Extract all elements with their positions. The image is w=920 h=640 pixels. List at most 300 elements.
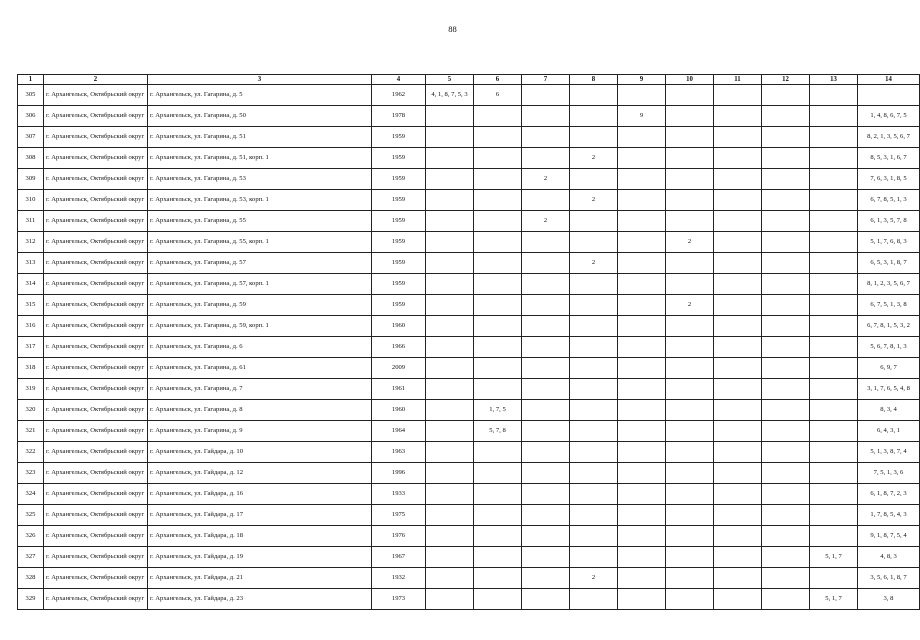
table-cell-col12: [762, 148, 810, 169]
table-cell-col8: [570, 547, 618, 568]
table-cell-col8: [570, 295, 618, 316]
table-cell-col4: 1959: [372, 232, 426, 253]
table-cell-col10: [666, 169, 714, 190]
table-cell-col2: г. Архангельск, Октябрьский округ: [44, 421, 148, 442]
table-cell-col1: 307: [18, 127, 44, 148]
table-cell-col14: 8, 5, 3, 1, 6, 7: [858, 148, 920, 169]
table-cell-col13: [810, 211, 858, 232]
table-cell-col14: 5, 1, 3, 8, 7, 4: [858, 442, 920, 463]
table-cell-col13: [810, 358, 858, 379]
table-cell-col3: г. Архангельск, ул. Гагарина, д. 51: [148, 127, 372, 148]
table-cell-col13: [810, 106, 858, 127]
table-cell-col14: 5, 1, 7, 6, 8, 3: [858, 232, 920, 253]
table-cell-col5: [426, 190, 474, 211]
table-cell-col12: [762, 589, 810, 610]
table-cell-col6: [474, 190, 522, 211]
table-cell-col14: 5, 6, 7, 8, 1, 3: [858, 337, 920, 358]
table-cell-col11: [714, 106, 762, 127]
table-cell-col5: [426, 106, 474, 127]
table-cell-col10: [666, 148, 714, 169]
table-cell-col7: [522, 106, 570, 127]
column-header-4: 4: [372, 75, 426, 85]
table-cell-col5: [426, 421, 474, 442]
table-cell-col8: [570, 337, 618, 358]
table-cell-col14: 1, 7, 8, 5, 4, 3: [858, 505, 920, 526]
table-cell-col9: [618, 190, 666, 211]
table-cell-col13: [810, 484, 858, 505]
table-cell-col12: [762, 169, 810, 190]
table-row: [18, 442, 920, 463]
column-header-13: 13: [810, 75, 858, 85]
table-cell-col13: [810, 463, 858, 484]
table-cell-col4: 1960: [372, 316, 426, 337]
table-cell-col3: г. Архангельск, ул. Гагарина, д. 9: [148, 421, 372, 442]
table-cell-col1: 316: [18, 316, 44, 337]
table-cell-col10: [666, 190, 714, 211]
table-cell-col8: [570, 463, 618, 484]
table-row: [18, 484, 920, 505]
table-cell-col9: [618, 127, 666, 148]
table-cell-col9: [618, 253, 666, 274]
table-cell-col8: [570, 421, 618, 442]
table-cell-col9: [618, 400, 666, 421]
table-cell-col3: г. Архангельск, ул. Гагарина, д. 57, корп. 1: [148, 274, 372, 295]
table-cell-col9: [618, 211, 666, 232]
table-row: [18, 127, 920, 148]
table-cell-col4: 1967: [372, 547, 426, 568]
table-cell-col12: [762, 253, 810, 274]
table-cell-col7: [522, 127, 570, 148]
table-row: [18, 337, 920, 358]
table-cell-col1: 312: [18, 232, 44, 253]
table-cell-col7: [522, 358, 570, 379]
table-cell-col11: [714, 547, 762, 568]
table-cell-col11: [714, 526, 762, 547]
table-cell-col4: 1963: [372, 442, 426, 463]
table-cell-col9: [618, 295, 666, 316]
table-cell-col5: [426, 358, 474, 379]
table-cell-col9: [618, 442, 666, 463]
table-cell-col11: [714, 295, 762, 316]
table-cell-col3: г. Архангельск, ул. Гагарина, д. 59, корп. 1: [148, 316, 372, 337]
table-cell-col10: [666, 547, 714, 568]
header-row: [18, 75, 920, 85]
table-cell-col5: [426, 232, 474, 253]
table-cell-col11: [714, 274, 762, 295]
table-cell-col10: [666, 421, 714, 442]
table-cell-col13: [810, 127, 858, 148]
table-cell-col2: г. Архангельск, Октябрьский округ: [44, 442, 148, 463]
table-cell-col8: [570, 316, 618, 337]
table-cell-col8: [570, 589, 618, 610]
table-row: [18, 295, 920, 316]
table-cell-col2: г. Архангельск, Октябрьский округ: [44, 274, 148, 295]
table-cell-col9: [618, 148, 666, 169]
table-cell-col2: г. Архангельск, Октябрьский округ: [44, 211, 148, 232]
table-cell-col12: [762, 442, 810, 463]
column-header-14: 14: [858, 75, 920, 85]
table-cell-col10: [666, 442, 714, 463]
table-cell-col14: 6, 7, 5, 1, 3, 8: [858, 295, 920, 316]
table-cell-col2: г. Архангельск, Октябрьский округ: [44, 127, 148, 148]
table-cell-col2: г. Архангельск, Октябрьский округ: [44, 589, 148, 610]
table-cell-col5: [426, 400, 474, 421]
table-cell-col14: 6, 4, 3, 1: [858, 421, 920, 442]
column-header-11: 11: [714, 75, 762, 85]
table-cell-col1: 321: [18, 421, 44, 442]
table-cell-col10: [666, 526, 714, 547]
table-cell-col13: [810, 169, 858, 190]
table-cell-col9: [618, 316, 666, 337]
table-cell-col5: [426, 337, 474, 358]
table-cell-col1: 311: [18, 211, 44, 232]
table-cell-col5: [426, 526, 474, 547]
table-cell-col1: 322: [18, 442, 44, 463]
table-cell-col2: г. Архангельск, Октябрьский округ: [44, 484, 148, 505]
table-cell-col6: 6: [474, 85, 522, 106]
table-row: [18, 400, 920, 421]
table-cell-col13: [810, 505, 858, 526]
table-cell-col13: [810, 337, 858, 358]
table-cell-col14: 8, 3, 4: [858, 400, 920, 421]
table-cell-col7: [522, 547, 570, 568]
table-cell-col7: [522, 190, 570, 211]
table-cell-col5: [426, 463, 474, 484]
table-cell-col6: [474, 169, 522, 190]
table-cell-col5: [426, 589, 474, 610]
table-cell-col1: 328: [18, 568, 44, 589]
table-cell-col10: [666, 568, 714, 589]
table-cell-col5: [426, 127, 474, 148]
column-header-8: 8: [570, 75, 618, 85]
table-cell-col10: [666, 505, 714, 526]
table-cell-col12: [762, 295, 810, 316]
table-cell-col11: [714, 505, 762, 526]
table-cell-col14: 7, 6, 3, 1, 8, 5: [858, 169, 920, 190]
table-cell-col13: 5, 1, 7: [810, 589, 858, 610]
table-cell-col5: [426, 169, 474, 190]
table-body: [18, 85, 920, 610]
table-cell-col12: [762, 211, 810, 232]
table-row: [18, 106, 920, 127]
table-cell-col2: г. Архангельск, Октябрьский округ: [44, 379, 148, 400]
table-cell-col2: г. Архангельск, Октябрьский округ: [44, 106, 148, 127]
table-cell-col3: г. Архангельск, ул. Гайдара, д. 12: [148, 463, 372, 484]
table-cell-col5: [426, 148, 474, 169]
table-cell-col9: 9: [618, 106, 666, 127]
table-cell-col8: [570, 169, 618, 190]
table-cell-col13: [810, 85, 858, 106]
column-header-9: 9: [618, 75, 666, 85]
table-row: [18, 274, 920, 295]
table-cell-col2: г. Архангельск, Октябрьский округ: [44, 337, 148, 358]
table-cell-col12: [762, 127, 810, 148]
table-cell-col8: [570, 526, 618, 547]
table-cell-col14: 7, 5, 1, 3, 6: [858, 463, 920, 484]
column-header-1: 1: [18, 75, 44, 85]
table-cell-col14: 8, 2, 1, 3, 5, 6, 7: [858, 127, 920, 148]
table-cell-col9: [618, 484, 666, 505]
table-cell-col4: 1959: [372, 253, 426, 274]
table-cell-col13: [810, 568, 858, 589]
table-cell-col11: [714, 421, 762, 442]
table-row: [18, 85, 920, 106]
table-row: [18, 463, 920, 484]
table-cell-col14: 3, 5, 6, 1, 8, 7: [858, 568, 920, 589]
table-cell-col1: 317: [18, 337, 44, 358]
table-cell-col2: г. Архангельск, Октябрьский округ: [44, 85, 148, 106]
column-header-10: 10: [666, 75, 714, 85]
table-cell-col9: [618, 379, 666, 400]
table-cell-col12: [762, 526, 810, 547]
table-cell-col11: [714, 85, 762, 106]
page-number: 88: [448, 24, 457, 34]
table-cell-col4: 2009: [372, 358, 426, 379]
table-cell-col11: [714, 400, 762, 421]
table-cell-col14: 6, 5, 3, 1, 8, 7: [858, 253, 920, 274]
table-cell-col1: 325: [18, 505, 44, 526]
table-cell-col9: [618, 589, 666, 610]
table-cell-col7: [522, 232, 570, 253]
table-cell-col2: г. Архангельск, Октябрьский округ: [44, 316, 148, 337]
table-cell-col4: 1978: [372, 106, 426, 127]
table-cell-col4: 1996: [372, 463, 426, 484]
table-cell-col1: 308: [18, 148, 44, 169]
table-cell-col2: г. Архангельск, Октябрьский округ: [44, 232, 148, 253]
table-cell-col6: [474, 274, 522, 295]
table-cell-col6: [474, 358, 522, 379]
table-row: [18, 526, 920, 547]
table-cell-col10: [666, 337, 714, 358]
table-cell-col3: г. Архангельск, ул. Гагарина, д. 59: [148, 295, 372, 316]
table-cell-col11: [714, 253, 762, 274]
table-cell-col11: [714, 190, 762, 211]
table-cell-col8: [570, 106, 618, 127]
table-cell-col9: [618, 85, 666, 106]
table-cell-col4: 1932: [372, 568, 426, 589]
table-cell-col7: [522, 274, 570, 295]
table-cell-col4: 1966: [372, 337, 426, 358]
table-cell-col2: г. Архангельск, Октябрьский округ: [44, 190, 148, 211]
table-cell-col1: 320: [18, 400, 44, 421]
table-row: [18, 169, 920, 190]
table-cell-col14: 8, 1, 2, 3, 5, 6, 7: [858, 274, 920, 295]
table-cell-col7: [522, 589, 570, 610]
table-cell-col14: 9, 1, 8, 7, 5, 4: [858, 526, 920, 547]
table-cell-col10: [666, 85, 714, 106]
table-cell-col3: г. Архангельск, ул. Гайдара, д. 19: [148, 547, 372, 568]
table-cell-col12: [762, 274, 810, 295]
table-cell-col6: 5, 7, 8: [474, 421, 522, 442]
table-cell-col10: [666, 211, 714, 232]
table-cell-col6: [474, 442, 522, 463]
table-cell-col6: [474, 484, 522, 505]
table-cell-col13: [810, 253, 858, 274]
table-cell-col3: г. Архангельск, ул. Гагарина, д. 61: [148, 358, 372, 379]
table-cell-col9: [618, 358, 666, 379]
table-cell-col6: [474, 232, 522, 253]
table-cell-col12: [762, 463, 810, 484]
table-cell-col13: [810, 274, 858, 295]
table-cell-col4: 1959: [372, 148, 426, 169]
table-cell-col10: [666, 463, 714, 484]
table-cell-col1: 313: [18, 253, 44, 274]
table-cell-col9: [618, 505, 666, 526]
table-cell-col11: [714, 316, 762, 337]
table-cell-col14: 6, 1, 8, 7, 2, 3: [858, 484, 920, 505]
table-cell-col1: 314: [18, 274, 44, 295]
table-cell-col10: [666, 358, 714, 379]
table-cell-col8: 2: [570, 190, 618, 211]
table-cell-col3: г. Архангельск, ул. Гагарина, д. 5: [148, 85, 372, 106]
table-cell-col1: 315: [18, 295, 44, 316]
table-cell-col8: [570, 379, 618, 400]
table-cell-col7: [522, 505, 570, 526]
table-cell-col11: [714, 127, 762, 148]
table-cell-col13: [810, 316, 858, 337]
table-cell-col9: [618, 526, 666, 547]
table-row: [18, 253, 920, 274]
table-cell-col2: г. Архангельск, Октябрьский округ: [44, 547, 148, 568]
table-cell-col6: [474, 547, 522, 568]
table-cell-col11: [714, 589, 762, 610]
table-cell-col2: г. Архангельск, Октябрьский округ: [44, 358, 148, 379]
table-cell-col11: [714, 211, 762, 232]
table-cell-col10: 2: [666, 232, 714, 253]
table-cell-col11: [714, 232, 762, 253]
table-cell-col4: 1959: [372, 274, 426, 295]
table-cell-col14: [858, 85, 920, 106]
table-cell-col3: г. Архангельск, ул. Гайдара, д. 21: [148, 568, 372, 589]
table-cell-col3: г. Архангельск, ул. Гагарина, д. 6: [148, 337, 372, 358]
table-cell-col8: [570, 211, 618, 232]
table-cell-col4: 1973: [372, 589, 426, 610]
column-header-2: 2: [44, 75, 148, 85]
table-cell-col4: 1962: [372, 85, 426, 106]
table-cell-col10: 2: [666, 295, 714, 316]
table-cell-col8: [570, 127, 618, 148]
table-cell-col4: 1959: [372, 295, 426, 316]
table-cell-col9: [618, 568, 666, 589]
table-cell-col6: [474, 337, 522, 358]
table-cell-col3: г. Архангельск, ул. Гагарина, д. 55: [148, 211, 372, 232]
table-cell-col1: 329: [18, 589, 44, 610]
table-cell-col13: [810, 190, 858, 211]
table-cell-col12: [762, 484, 810, 505]
table-row: [18, 211, 920, 232]
table-cell-col9: [618, 232, 666, 253]
table-cell-col12: [762, 106, 810, 127]
table-cell-col8: [570, 358, 618, 379]
table-cell-col4: 1976: [372, 526, 426, 547]
table-cell-col5: [426, 316, 474, 337]
table-cell-col7: 2: [522, 211, 570, 232]
table-row: [18, 568, 920, 589]
table-cell-col13: [810, 442, 858, 463]
table-cell-col13: [810, 232, 858, 253]
table-row: [18, 547, 920, 568]
table-cell-col11: [714, 379, 762, 400]
table-cell-col8: [570, 232, 618, 253]
table-cell-col10: [666, 484, 714, 505]
table-cell-col6: 1, 7, 5: [474, 400, 522, 421]
column-header-7: 7: [522, 75, 570, 85]
table-cell-col10: [666, 589, 714, 610]
table-cell-col12: [762, 232, 810, 253]
table-cell-col12: [762, 85, 810, 106]
table-cell-col6: [474, 379, 522, 400]
table-cell-col12: [762, 190, 810, 211]
table-cell-col5: [426, 568, 474, 589]
table-cell-col1: 305: [18, 85, 44, 106]
table-cell-col7: [522, 526, 570, 547]
table-cell-col6: [474, 316, 522, 337]
table-cell-col3: г. Архангельск, ул. Гагарина, д. 50: [148, 106, 372, 127]
table-cell-col11: [714, 169, 762, 190]
table-cell-col1: 323: [18, 463, 44, 484]
table-cell-col7: [522, 253, 570, 274]
table-cell-col7: [522, 421, 570, 442]
table-cell-col9: [618, 421, 666, 442]
table-cell-col7: [522, 463, 570, 484]
table-cell-col5: 4, 1, 8, 7, 5, 3: [426, 85, 474, 106]
table-cell-col11: [714, 463, 762, 484]
table-cell-col10: [666, 379, 714, 400]
table-cell-col5: [426, 505, 474, 526]
table-cell-col4: 1959: [372, 169, 426, 190]
table-cell-col4: 1959: [372, 211, 426, 232]
table-row: [18, 316, 920, 337]
table-cell-col6: [474, 568, 522, 589]
table-row: [18, 190, 920, 211]
table-cell-col7: [522, 442, 570, 463]
table-cell-col9: [618, 169, 666, 190]
table-row: [18, 505, 920, 526]
table-cell-col13: [810, 421, 858, 442]
table-cell-col10: [666, 106, 714, 127]
table-cell-col10: [666, 316, 714, 337]
column-header-12: 12: [762, 75, 810, 85]
table-cell-col5: [426, 379, 474, 400]
table-cell-col11: [714, 337, 762, 358]
table-cell-col4: 1960: [372, 400, 426, 421]
table-cell-col13: [810, 379, 858, 400]
table-cell-col14: 6, 7, 8, 1, 5, 3, 2: [858, 316, 920, 337]
table-cell-col2: г. Архангельск, Октябрьский округ: [44, 400, 148, 421]
table-cell-col7: [522, 484, 570, 505]
table-cell-col12: [762, 358, 810, 379]
table-cell-col3: г. Архангельск, ул. Гагарина, д. 51, корп. 1: [148, 148, 372, 169]
table-cell-col8: [570, 442, 618, 463]
table-cell-col11: [714, 358, 762, 379]
table-cell-col7: [522, 316, 570, 337]
table-cell-col14: 3, 8: [858, 589, 920, 610]
table-cell-col3: г. Архангельск, ул. Гагарина, д. 8: [148, 400, 372, 421]
table-cell-col13: [810, 295, 858, 316]
table-row: [18, 148, 920, 169]
table-cell-col6: [474, 148, 522, 169]
table-cell-col2: г. Архангельск, Октябрьский округ: [44, 169, 148, 190]
table-row: [18, 232, 920, 253]
table-cell-col3: г. Архангельск, ул. Гайдара, д. 10: [148, 442, 372, 463]
table-cell-col5: [426, 547, 474, 568]
table-cell-col10: [666, 253, 714, 274]
table-cell-col3: г. Архангельск, ул. Гайдара, д. 18: [148, 526, 372, 547]
table-cell-col6: [474, 295, 522, 316]
table-cell-col9: [618, 463, 666, 484]
table-row: [18, 358, 920, 379]
table-cell-col8: 2: [570, 148, 618, 169]
